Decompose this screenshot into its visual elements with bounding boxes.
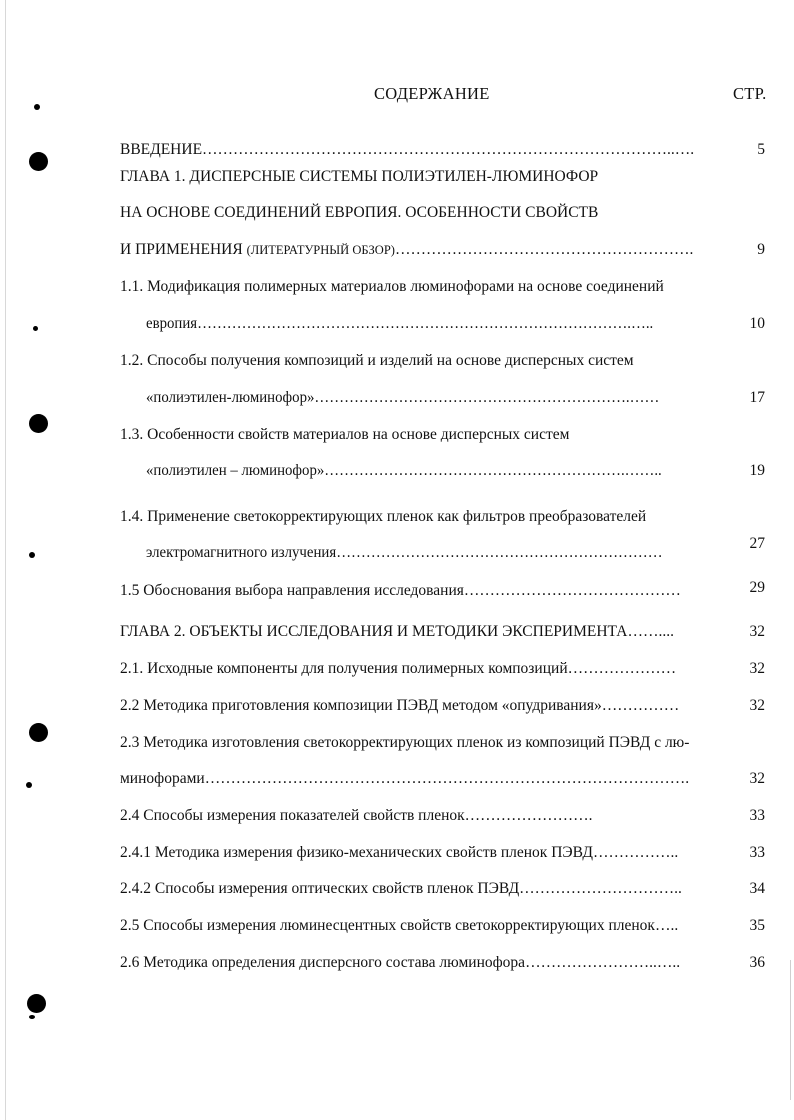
toc-chapter-1-line-2: НА ОСНОВЕ СОЕДИНЕНИЙ ЕВРОПИЯ. ОСОБЕННОСТИ СВОЙСТВ	[120, 204, 599, 221]
toc-section-1-3-line-1: 1.3. Особенности свойств материалов на основе дисперсных систем	[120, 426, 570, 443]
scan-edge-line	[5, 0, 6, 1120]
toc-section-2-5: 2.5 Способы измерения люминесцентных свойств светокорректирующих пленок…..	[120, 917, 679, 934]
toc-section-1-2-line-2: «полиэтилен-люминофор»……………………………………………………….……	[146, 389, 660, 406]
toc-section-1-3-line-2: «полиэтилен – люминофор»…………………………………………………….……..	[146, 462, 662, 479]
toc-section-2-4: 2.4 Способы измерения показателей свойств пленок…………………….	[120, 807, 593, 824]
page-number: 32	[749, 770, 765, 787]
toc-section-1-5: 1.5 Обоснования выбора направления исследования……………………………………	[120, 582, 681, 599]
page-number: 19	[749, 462, 765, 479]
toc-section-1-2-line-1: 1.2. Способы получения композиций и изделий на основе дисперсных систем	[120, 352, 634, 369]
scan-mark	[34, 104, 40, 110]
scan-edge-line-right	[790, 960, 791, 1100]
toc-section-2-1: 2.1. Исходные компоненты для получения полимерных композиций…………………	[120, 660, 677, 677]
toc-chapter-1-line-3: И ПРИМЕНЕНИЯ (ЛИТЕРАТУРНЫЙ ОБЗОР)………………………………………………….	[120, 241, 694, 258]
toc-section-1-4-line-2: электромагнитного излучения…………………………………………………………	[146, 544, 663, 561]
toc-section-2-4-1: 2.4.1 Методика измерения физико-механических свойств пленок ПЭВД……………..	[120, 844, 679, 861]
toc-section-1-1-line-1: 1.1. Модификация полимерных материалов люминофорами на основе соединений	[120, 278, 664, 295]
page-number: 34	[749, 880, 765, 897]
page-number: 27	[749, 535, 765, 552]
binding-hole	[29, 723, 48, 742]
scan-mark	[26, 782, 32, 788]
scan-mark	[29, 1015, 35, 1019]
toc-title: СОДЕРЖАНИЕ	[374, 84, 490, 103]
page-number: 9	[757, 241, 765, 258]
page-number: 5	[757, 141, 765, 158]
page-number: 32	[749, 623, 765, 640]
page-number: 33	[749, 807, 765, 824]
binding-hole	[29, 414, 48, 433]
page-number: 32	[749, 697, 765, 714]
page-number: 36	[749, 954, 765, 971]
toc-section-2-3-line-1: 2.3 Методика изготовления светокорректирующих пленок из композиций ПЭВД с лю-	[120, 734, 690, 751]
toc-entry-intro: ВВЕДЕНИЕ………………………………………………………………………………..….	[120, 141, 695, 158]
page-number: 17	[749, 389, 765, 406]
page-number: 33	[749, 844, 765, 861]
page-number: 32	[749, 660, 765, 677]
binding-hole	[29, 152, 48, 171]
scan-mark	[33, 326, 38, 331]
scan-mark	[29, 552, 35, 558]
toc-section-2-3-line-2: минофорами………………………………………………………………………………….	[120, 770, 690, 787]
toc-section-1-1-line-2: европия…………………………………………………………………………….…..	[146, 315, 654, 332]
page-number: 10	[749, 315, 765, 332]
binding-hole	[27, 994, 46, 1013]
toc-section-2-4-2: 2.4.2 Способы измерения оптических свойств пленок ПЭВД…………………………..	[120, 880, 682, 897]
page-number: 29	[749, 579, 765, 596]
toc-section-2-2: 2.2 Методика приготовления композиции ПЭВД методом «опудривания»……………	[120, 697, 680, 714]
page-number: 35	[749, 917, 765, 934]
page-column-label: СТР.	[733, 84, 767, 103]
toc-section-1-4-line-1: 1.4. Применение светокорректирующих пленок как фильтров преобразователей	[120, 508, 647, 525]
toc-section-2-6: 2.6 Методика определения дисперсного состава люминофора……………………..…..	[120, 954, 681, 971]
toc-chapter-1-line-1: ГЛАВА 1. ДИСПЕРСНЫЕ СИСТЕМЫ ПОЛИЭТИЛЕН-ЛЮМИНОФОР	[120, 168, 599, 185]
toc-chapter-2: ГЛАВА 2. ОБЪЕКТЫ ИССЛЕДОВАНИЯ И МЕТОДИКИ ЭКСПЕРИМЕНТА……....	[120, 623, 674, 640]
